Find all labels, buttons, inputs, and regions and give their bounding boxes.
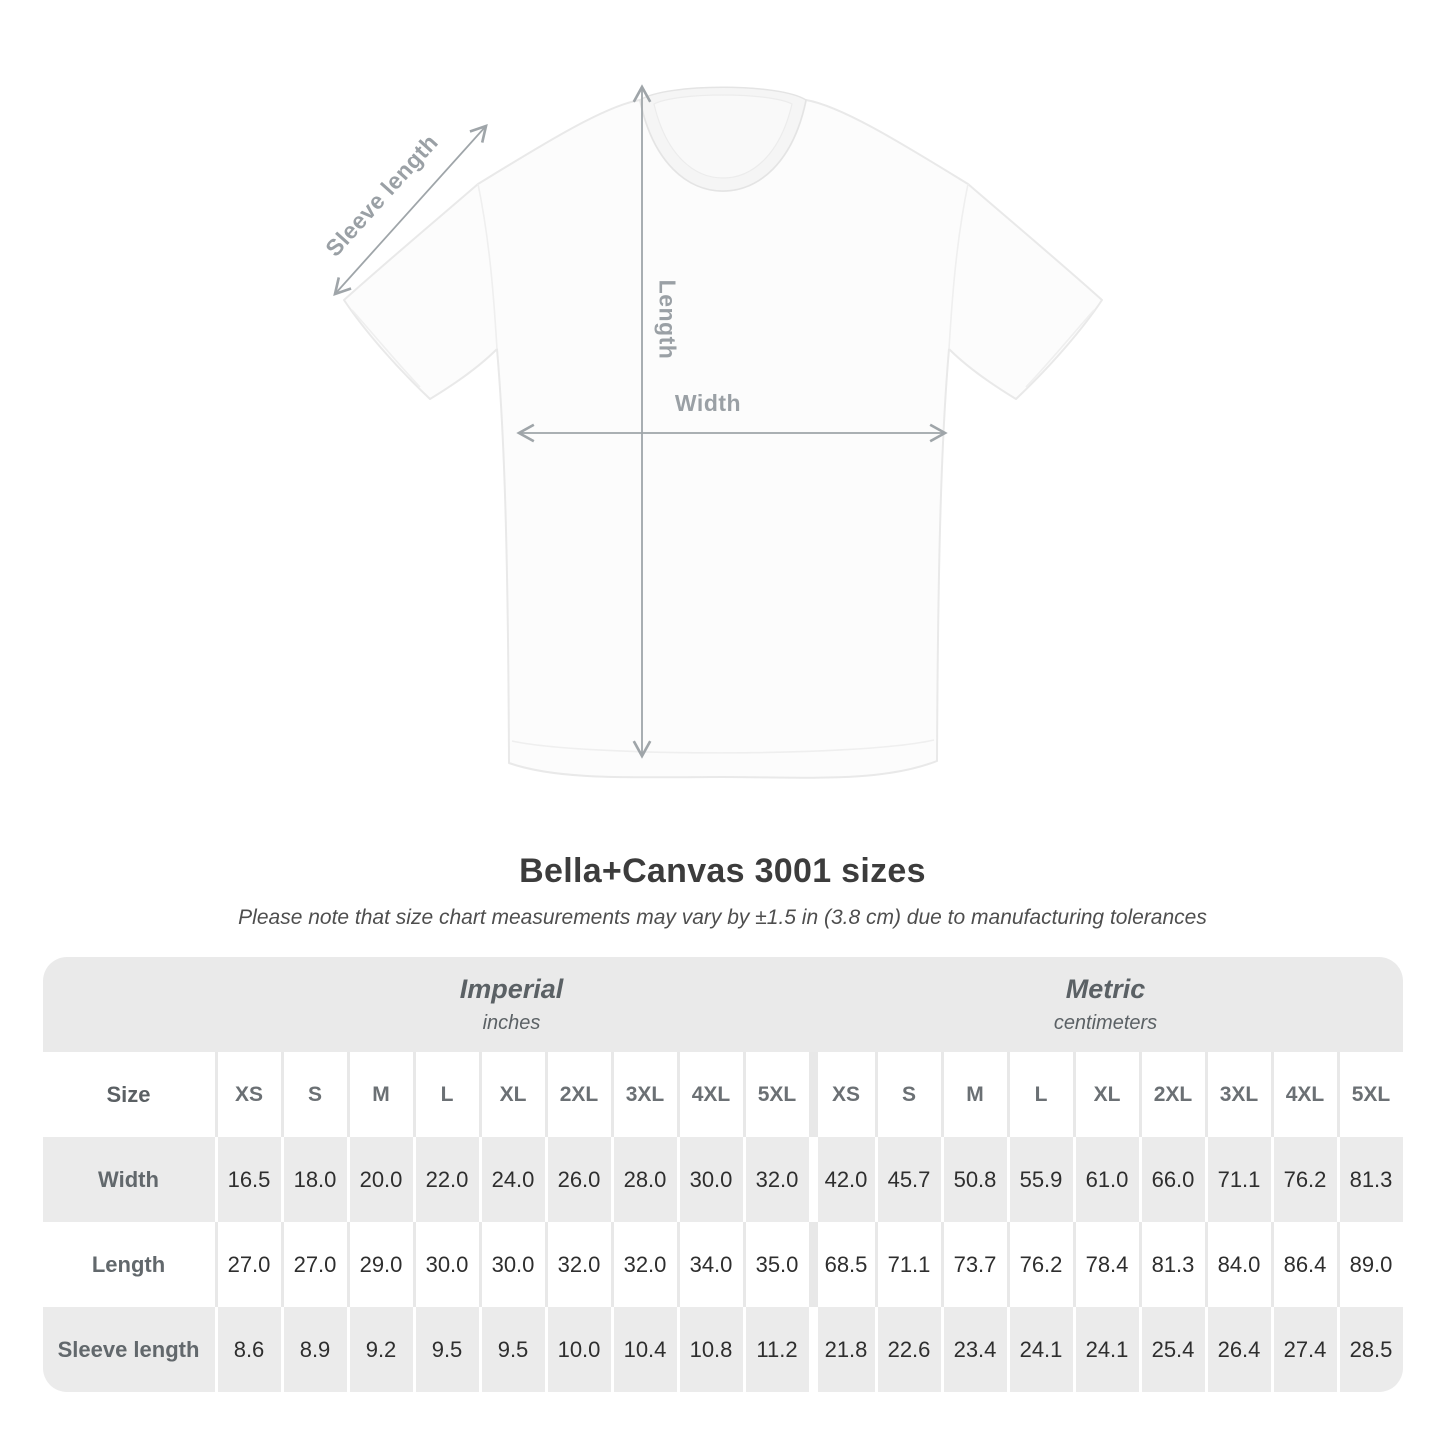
measurement-cell: 45.7 [875,1137,941,1222]
measurement-cell: 26.0 [545,1137,611,1222]
size-column-header-metric-xs: XS [809,1052,875,1137]
size-column-header-metric-s: S [875,1052,941,1137]
measurement-cell: 10.8 [677,1307,743,1392]
measurement-cell: 27.0 [281,1222,347,1307]
size-column-header-imperial-5xl: 5XL [743,1052,809,1137]
size-column-header-metric-xl: XL [1073,1052,1139,1137]
measurement-cell: 55.9 [1007,1137,1073,1222]
measurement-cell: 24.1 [1073,1307,1139,1392]
measurement-cell: 42.0 [809,1137,875,1222]
measurement-cell: 81.3 [1139,1222,1205,1307]
measurement-cell: 61.0 [1073,1137,1139,1222]
size-column-header-imperial-3xl: 3XL [611,1052,677,1137]
measurement-cell: 89.0 [1337,1222,1403,1307]
measurement-cell: 9.2 [347,1307,413,1392]
size-column-header-metric-3xl: 3XL [1205,1052,1271,1137]
measurement-cell: 8.9 [281,1307,347,1392]
measurement-row-length [43,1222,1403,1307]
unit-group-spacer [43,957,215,1052]
size-column-header-imperial-4xl: 4XL [677,1052,743,1137]
measurement-cell: 24.0 [479,1137,545,1222]
measurement-cell: 68.5 [809,1222,875,1307]
measurement-row-width [43,1137,1403,1222]
measurement-row-sleeve-length [43,1307,1403,1392]
measurement-cell: 25.4 [1139,1307,1205,1392]
page-title: Bella+Canvas 3001 sizes [519,852,926,890]
measurement-cell: 71.1 [875,1222,941,1307]
unit-group-row [43,957,1403,1052]
tolerance-note: Please note that size chart measurements may vary by ±1.5 in (3.8 cm) due to manufacturing tolerances [238,906,1207,929]
measurement-cell: 73.7 [941,1222,1007,1307]
measurement-cell: 29.0 [347,1222,413,1307]
measurement-cell: 16.5 [215,1137,281,1222]
measurement-cell: 35.0 [743,1222,809,1307]
measurement-cell: 84.0 [1205,1222,1271,1307]
measurement-cell: 28.0 [611,1137,677,1222]
size-chart-table [43,957,1403,1392]
measurement-cell: 10.4 [611,1307,677,1392]
metric-label: Metric [1065,974,1146,1004]
metric-unit: centimeters [1053,1012,1158,1034]
measurement-cell: 66.0 [1139,1137,1205,1222]
measurement-cell: 26.4 [1205,1307,1271,1392]
measurement-cell: 9.5 [479,1307,545,1392]
length-label: Length [654,279,681,360]
size-column-header-imperial-2xl: 2XL [545,1052,611,1137]
measurement-cell: 8.6 [215,1307,281,1392]
size-column-header-imperial-s: S [281,1052,347,1137]
measurement-cell: 22.6 [875,1307,941,1392]
measurement-cell: 21.8 [809,1307,875,1392]
measurement-cell: 34.0 [677,1222,743,1307]
measurement-cell: 32.0 [545,1222,611,1307]
size-column-header-imperial-m: M [347,1052,413,1137]
imperial-unit: inches [482,1012,541,1034]
measurement-cell: 18.0 [281,1137,347,1222]
measurement-cell: 9.5 [413,1307,479,1392]
measurement-cell: 20.0 [347,1137,413,1222]
row-label: Length [43,1222,215,1307]
measurement-cell: 23.4 [941,1307,1007,1392]
measurement-cell: 32.0 [611,1222,677,1307]
measurement-cell: 22.0 [413,1137,479,1222]
measurement-cell: 30.0 [413,1222,479,1307]
size-column-header-metric-m: M [941,1052,1007,1137]
measurement-cell: 27.0 [215,1222,281,1307]
measurement-cell: 30.0 [677,1137,743,1222]
measurement-cell: 27.4 [1271,1307,1337,1392]
measurement-cell: 76.2 [1271,1137,1337,1222]
measurement-cell: 86.4 [1271,1222,1337,1307]
row-label: Sleeve length [43,1307,215,1392]
sleeve-length-label: Sleeve length [320,128,444,262]
row-label: Width [43,1137,215,1222]
metric-group-header [809,957,1403,1052]
size-header-row [43,1052,1403,1137]
measurement-cell: 50.8 [941,1137,1007,1222]
measurement-cell: 76.2 [1007,1222,1073,1307]
measurement-cell: 71.1 [1205,1137,1271,1222]
measurement-cell: 30.0 [479,1222,545,1307]
imperial-group-header [215,957,809,1052]
size-column-header-metric-2xl: 2XL [1139,1052,1205,1137]
imperial-label: Imperial [459,974,564,1004]
size-column-header-metric-l: L [1007,1052,1073,1137]
size-column-header-imperial-l: L [413,1052,479,1137]
size-header: Size [43,1052,215,1137]
measurement-cell: 32.0 [743,1137,809,1222]
size-column-header-imperial-xs: XS [215,1052,281,1137]
measurement-cell: 24.1 [1007,1307,1073,1392]
size-column-header-metric-4xl: 4XL [1271,1052,1337,1137]
measurement-cell: 81.3 [1337,1137,1403,1222]
measurement-cell: 28.5 [1337,1307,1403,1392]
width-label: Width [674,390,742,416]
size-column-header-metric-5xl: 5XL [1337,1052,1403,1137]
size-column-header-imperial-xl: XL [479,1052,545,1137]
measurement-cell: 78.4 [1073,1222,1139,1307]
measurement-cell: 10.0 [545,1307,611,1392]
measurement-cell: 11.2 [743,1307,809,1392]
